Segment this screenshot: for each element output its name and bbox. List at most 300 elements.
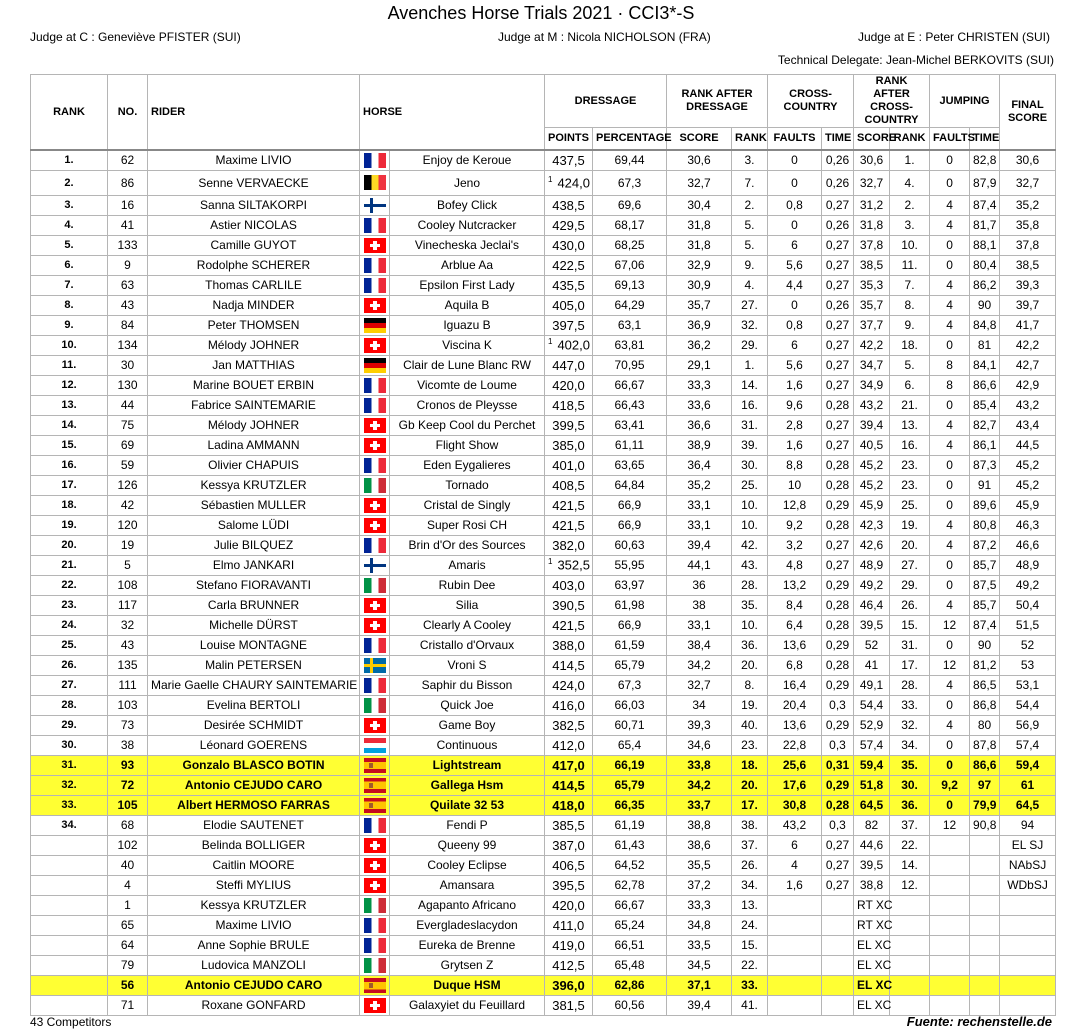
table-row [31,495,1056,515]
ac-score-cell: 44,6 [854,835,890,855]
ac-score-cell: 59,4 [854,755,890,775]
flag-sui-icon [364,618,386,633]
percentage-cell: 63,81 [593,335,667,355]
rank-cell: 26. [31,655,108,675]
rank-cell: 32. [31,775,108,795]
ad-rank-cell: 33. [732,975,768,995]
points-value: 406,5 [552,857,585,873]
flag-cell [360,835,390,855]
rank-cell: 34. [31,815,108,835]
flag-sui-icon [364,418,386,433]
rider-cell: Mélody JOHNER [148,415,360,435]
points-cell [545,835,593,855]
percentage-cell: 66,35 [593,795,667,815]
flag-cell [360,755,390,775]
no-cell: 44 [108,395,148,415]
final-score-cell: 42,9 [1000,375,1056,395]
points-cell [545,275,593,295]
xc-faults-cell: 2,8 [768,415,822,435]
rank-cell: 20. [31,535,108,555]
sub-percentage-header: PERCENTAGE [593,128,667,151]
rider-cell: Carla BRUNNER [148,595,360,615]
ad-score-cell: 32,7 [667,675,732,695]
xc-time-cell: 0,27 [822,535,854,555]
points-cell [545,215,593,235]
xc-faults-cell [768,975,822,995]
rider-cell: Steffi MYLIUS [148,875,360,895]
percentage-cell: 66,9 [593,515,667,535]
no-cell: 16 [108,195,148,215]
rider-cell: Antonio CEJUDO CARO [148,775,360,795]
ad-rank-cell: 26. [732,855,768,875]
ac-rank-cell: 20. [890,535,930,555]
flag-sui-icon [364,878,386,893]
footnote-marker: 1 [548,337,553,347]
no-cell: 102 [108,835,148,855]
final-score-cell: 43,2 [1000,395,1056,415]
flag-cell [360,195,390,215]
flag-sui-icon [364,438,386,453]
ad-score-cell: 38,8 [667,815,732,835]
ad-score-cell: 38,6 [667,835,732,855]
ad-rank-cell: 4. [732,275,768,295]
rider-cell: Anne Sophie BRULE [148,935,360,955]
table-row [31,895,1056,915]
horse-cell: Viscina K [390,335,545,355]
final-score-cell: 48,9 [1000,555,1056,575]
flag-fra-icon [364,258,386,273]
horse-cell: Eden Eygalieres [390,455,545,475]
points-cell [545,795,593,815]
sj-faults-cell: 4 [930,535,970,555]
ad-rank-cell: 32. [732,315,768,335]
sub-xc-time-header: TIME [822,128,854,151]
sj-faults-cell: 4 [930,315,970,335]
final-score-cell: 59,4 [1000,755,1056,775]
no-cell: 56 [108,975,148,995]
percentage-cell: 55,95 [593,555,667,575]
final-score-cell: 53,1 [1000,675,1056,695]
ac-score-cell: 31,8 [854,215,890,235]
ad-rank-cell: 22. [732,955,768,975]
final-score-cell: 52 [1000,635,1056,655]
ad-score-cell: 35,2 [667,475,732,495]
rider-cell: Jan MATTHIAS [148,355,360,375]
sj-time-cell: 80,8 [970,515,1000,535]
sj-faults-cell [930,835,970,855]
xc-time-cell: 0,28 [822,475,854,495]
ac-score-cell: 43,2 [854,395,890,415]
flag-fin-icon [364,198,386,213]
ac-score-cell: 35,3 [854,275,890,295]
ac-score-cell: RT XC [854,895,890,915]
no-cell: 134 [108,335,148,355]
points-cell [545,955,593,975]
ac-rank-cell: 23. [890,455,930,475]
ac-rank-cell: 25. [890,495,930,515]
flag-cell [360,715,390,735]
final-score-cell [1000,975,1056,995]
rider-cell: Rodolphe SCHERER [148,255,360,275]
ad-score-cell: 30,6 [667,150,732,170]
table-row [31,595,1056,615]
xc-faults-cell: 17,6 [768,775,822,795]
ad-score-cell: 39,3 [667,715,732,735]
xc-time-cell [822,895,854,915]
ac-rank-cell: 34. [890,735,930,755]
final-score-cell: 39,7 [1000,295,1056,315]
flag-cell [360,315,390,335]
judge-c: Judge at C : Geneviève PFISTER (SUI) [30,30,241,44]
percentage-cell: 68,17 [593,215,667,235]
ad-rank-cell: 9. [732,255,768,275]
rider-cell: Astier NICOLAS [148,215,360,235]
table-row [31,795,1056,815]
rank-cell [31,855,108,875]
final-score-cell: 45,2 [1000,455,1056,475]
final-score-cell: 37,8 [1000,235,1056,255]
rider-cell: Albert HERMOSO FARRAS [148,795,360,815]
points-cell [545,395,593,415]
final-score-cell: NAbSJ [1000,855,1056,875]
ac-rank-cell: 29. [890,575,930,595]
final-score-cell: 64,5 [1000,795,1056,815]
percentage-cell: 66,43 [593,395,667,415]
xc-time-cell: 0,28 [822,515,854,535]
points-value: 385,0 [552,437,585,453]
points-cell [545,615,593,635]
page-title: Avenches Horse Trials 2021 · CCI3*-S [387,3,695,23]
horse-cell: Clair de Lune Blanc RW [390,355,545,375]
sj-time-cell: 87,4 [970,615,1000,635]
sj-time-cell: 90 [970,635,1000,655]
ad-score-cell: 39,4 [667,995,732,1015]
ad-rank-cell: 13. [732,895,768,915]
percentage-cell: 65,48 [593,955,667,975]
flag-cell [360,615,390,635]
ac-rank-cell: 35. [890,755,930,775]
no-cell: 1 [108,895,148,915]
sj-time-cell: 81 [970,335,1000,355]
xc-time-cell: 0,3 [822,695,854,715]
ad-rank-cell: 10. [732,495,768,515]
table-row [31,475,1056,495]
sj-time-cell [970,895,1000,915]
ad-rank-cell: 19. [732,695,768,715]
final-score-cell: 30,6 [1000,150,1056,170]
footnote-marker: 1 [548,557,553,567]
ad-rank-cell: 37. [732,835,768,855]
ac-score-cell: 37,7 [854,315,890,335]
ad-score-cell: 36,4 [667,455,732,475]
points-value: 387,0 [552,837,585,853]
ac-score-cell: 34,9 [854,375,890,395]
points-value: 414,5 [552,777,585,793]
points-cell [545,355,593,375]
no-cell: 43 [108,295,148,315]
points-value: 408,5 [552,477,585,493]
rank-cell: 31. [31,755,108,775]
horse-cell: Queeny 99 [390,835,545,855]
points-cell [545,695,593,715]
table-row [31,735,1056,755]
ac-rank-cell [890,975,930,995]
ac-score-cell: 82 [854,815,890,835]
points-value: 447,0 [552,357,585,373]
ad-rank-cell: 23. [732,735,768,755]
rider-cell: Evelina BERTOLI [148,695,360,715]
ad-score-cell: 39,4 [667,535,732,555]
ac-score-cell: EL XC [854,995,890,1015]
ac-score-cell: 41 [854,655,890,675]
ad-score-cell: 32,7 [667,170,732,195]
rank-cell: 2. [31,170,108,195]
rider-cell: Sébastien MULLER [148,495,360,515]
ac-score-cell: 39,5 [854,855,890,875]
percentage-cell: 64,52 [593,855,667,875]
horse-cell: Fendi P [390,815,545,835]
final-score-cell: 94 [1000,815,1056,835]
percentage-cell: 67,3 [593,675,667,695]
rider-cell: Olivier CHAPUIS [148,455,360,475]
sj-time-cell: 86,6 [970,755,1000,775]
points-value: 421,5 [552,517,585,533]
flag-cell [360,595,390,615]
points-cell [545,455,593,475]
no-cell: 105 [108,795,148,815]
table-row [31,715,1056,735]
no-cell: 32 [108,615,148,635]
sj-time-cell: 80 [970,715,1000,735]
final-score-cell: 43,4 [1000,415,1056,435]
final-score-cell: 38,5 [1000,255,1056,275]
table-row [31,435,1056,455]
points-cell [545,555,593,575]
flag-cell [360,895,390,915]
ac-rank-cell: 33. [890,695,930,715]
xc-time-cell: 0,27 [822,875,854,895]
rider-cell: Peter THOMSEN [148,315,360,335]
ad-rank-cell: 10. [732,615,768,635]
xc-faults-cell: 13,6 [768,635,822,655]
table-row [31,775,1056,795]
flag-cell [360,170,390,195]
ad-score-cell: 44,1 [667,555,732,575]
sj-time-cell: 87,4 [970,195,1000,215]
sj-time-cell [970,835,1000,855]
ad-rank-cell: 16. [732,395,768,415]
table-row [31,315,1056,335]
points-cell [545,775,593,795]
sj-faults-cell: 0 [930,395,970,415]
xc-time-cell: 0,29 [822,675,854,695]
points-cell [545,735,593,755]
final-score-cell: 39,3 [1000,275,1056,295]
flag-ita-icon [364,958,386,973]
points-cell [545,655,593,675]
rank-cell: 6. [31,255,108,275]
percentage-cell: 60,56 [593,995,667,1015]
no-cell: 30 [108,355,148,375]
xc-faults-cell: 4 [768,855,822,875]
xc-time-cell: 0,27 [822,335,854,355]
ac-score-cell: 51,8 [854,775,890,795]
sj-faults-cell: 8 [930,375,970,395]
rider-cell: Belinda BOLLIGER [148,835,360,855]
sj-time-cell: 86,5 [970,675,1000,695]
xc-faults-cell: 9,6 [768,395,822,415]
rank-cell: 4. [31,215,108,235]
points-value: 403,0 [552,577,585,593]
final-score-cell: 56,9 [1000,715,1056,735]
table-row [31,335,1056,355]
ac-rank-cell: 4. [890,170,930,195]
table-row [31,375,1056,395]
rider-cell: Antonio CEJUDO CARO [148,975,360,995]
ac-score-cell: 35,7 [854,295,890,315]
points-value: 399,5 [552,417,585,433]
no-cell: 42 [108,495,148,515]
final-score-cell: 50,4 [1000,595,1056,615]
xc-faults-cell: 5,6 [768,255,822,275]
ad-rank-cell: 20. [732,775,768,795]
flag-cell [360,495,390,515]
table-row [31,150,1056,170]
sj-time-cell [970,995,1000,1015]
no-cell: 71 [108,995,148,1015]
rank-cell [31,995,108,1015]
xc-time-cell [822,915,854,935]
xc-time-cell: 0,28 [822,615,854,635]
points-value: 385,5 [552,817,585,833]
no-cell: 9 [108,255,148,275]
rank-cell: 21. [31,555,108,575]
horse-cell: Vroni S [390,655,545,675]
points-value: 412,0 [552,737,585,753]
flag-cell [360,935,390,955]
no-cell: 43 [108,635,148,655]
sj-faults-cell: 0 [930,735,970,755]
points-value: 395,5 [552,877,585,893]
col-rank-header: RANK [31,75,108,151]
xc-faults-cell [768,995,822,1015]
judge-e: Judge at E : Peter CHRISTEN (SUI) [857,30,1050,44]
final-score-cell: 53 [1000,655,1056,675]
horse-cell: Grytsen Z [390,955,545,975]
flag-cell [360,775,390,795]
flag-ita-icon [364,898,386,913]
col-cross-country-header: CROSS-COUNTRY [768,75,854,128]
xc-faults-cell: 4,4 [768,275,822,295]
percentage-cell: 60,63 [593,535,667,555]
ad-score-cell: 34,2 [667,775,732,795]
ad-rank-cell: 7. [732,170,768,195]
ac-rank-cell: 27. [890,555,930,575]
flag-sui-icon [364,718,386,733]
flag-cell [360,150,390,170]
rank-cell [31,975,108,995]
flag-fra-icon [364,218,386,233]
sj-time-cell: 91 [970,475,1000,495]
points-cell [545,575,593,595]
rider-cell: Gonzalo BLASCO BOTIN [148,755,360,775]
sj-faults-cell: 0 [930,495,970,515]
percentage-cell: 64,29 [593,295,667,315]
sj-time-cell [970,875,1000,895]
points-value: 418,0 [552,797,585,813]
points-value: 414,5 [552,657,585,673]
rank-cell: 27. [31,675,108,695]
rider-cell: Nadja MINDER [148,295,360,315]
points-cell [545,495,593,515]
final-score-cell: EL SJ [1000,835,1056,855]
sj-faults-cell [930,875,970,895]
ac-score-cell: 54,4 [854,695,890,715]
ad-rank-cell: 31. [732,415,768,435]
ac-score-cell: 34,7 [854,355,890,375]
xc-time-cell: 0,27 [822,435,854,455]
horse-cell: Amaris [390,555,545,575]
sj-time-cell: 87,3 [970,455,1000,475]
no-cell: 69 [108,435,148,455]
percentage-cell: 64,84 [593,475,667,495]
flag-cell [360,655,390,675]
final-score-cell: 35,8 [1000,215,1056,235]
points-cell [545,170,593,195]
final-score-cell: 32,7 [1000,170,1056,195]
flag-fra-icon [364,153,386,168]
no-cell: 72 [108,775,148,795]
flag-cell [360,975,390,995]
rider-cell: Ladina AMMANN [148,435,360,455]
flag-fra-icon [364,378,386,393]
xc-time-cell: 0,28 [822,395,854,415]
no-cell: 133 [108,235,148,255]
ac-rank-cell: 22. [890,835,930,855]
points-value: 401,0 [552,457,585,473]
xc-time-cell: 0,29 [822,775,854,795]
ac-score-cell: 52,9 [854,715,890,735]
rank-cell: 9. [31,315,108,335]
sub-points-header: POINTS [545,128,593,151]
ad-score-cell: 36,6 [667,415,732,435]
rider-cell: Elmo JANKARI [148,555,360,575]
ad-score-cell: 38 [667,595,732,615]
xc-faults-cell: 0 [768,295,822,315]
table-row [31,695,1056,715]
sj-faults-cell: 0 [930,695,970,715]
flag-sui-icon [364,858,386,873]
xc-faults-cell: 6 [768,335,822,355]
sj-time-cell: 81,2 [970,655,1000,675]
ac-rank-cell: 21. [890,395,930,415]
xc-faults-cell: 30,8 [768,795,822,815]
xc-time-cell: 0,27 [822,555,854,575]
sj-faults-cell [930,955,970,975]
xc-faults-cell: 9,2 [768,515,822,535]
table-row [31,675,1056,695]
rank-cell [31,875,108,895]
flag-swe-icon [364,658,386,673]
sj-time-cell: 81,7 [970,215,1000,235]
table-row [31,515,1056,535]
xc-time-cell: 0,29 [822,495,854,515]
percentage-cell: 63,41 [593,415,667,435]
ad-rank-cell: 20. [732,655,768,675]
percentage-cell: 61,59 [593,635,667,655]
xc-faults-cell: 43,2 [768,815,822,835]
horse-cell: Super Rosi CH [390,515,545,535]
